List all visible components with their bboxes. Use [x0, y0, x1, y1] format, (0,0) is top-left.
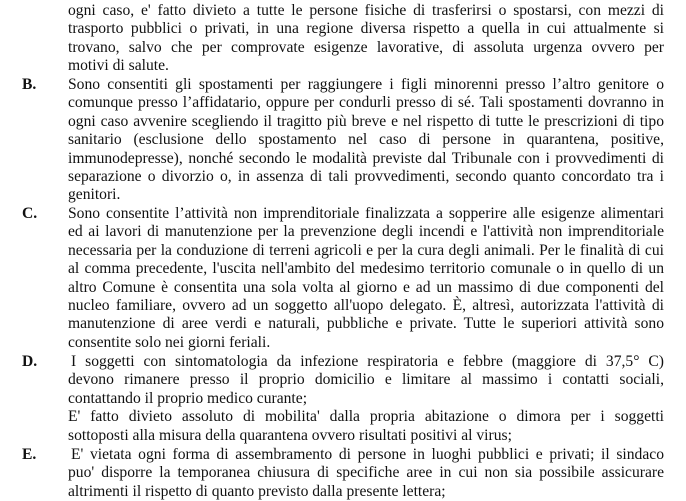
section-marker: B. [22, 76, 37, 93]
text-line: Sono consentiti gli spostamenti per raggiungere i figli minorenni presso l’altro genitore o [68, 76, 664, 93]
text-line: sottoposti alla misura della quarantena ovvero risultati positivi al virus; [68, 426, 512, 444]
text-line: consentite solo nei giorni feriali. [68, 333, 271, 351]
text-line: ogni caso, e' fatto divieto a tutte le persone fisiche di trasferirsi o spostarsi, con mezzi di [68, 2, 664, 19]
text-line: devono rimanere presso il proprio domicilio e limitare al massimo i contatti sociali, [68, 371, 664, 389]
text-line: nucleo familiare, ovvero ad un soggetto all'uopo delegato. È, altresì, autorizzata l'attività di [68, 297, 664, 314]
text-line: puo' disporre la temporanea chiusura di specifiche aree in cui non sia possibile assicurare [68, 464, 664, 482]
text-line: contattando il proprio medico curante; [68, 389, 308, 407]
section-marker: E. [22, 446, 37, 463]
text-line: necessaria per la conduzione di terreni agricoli e per la cura degli animali. Per le finalità di cui [68, 241, 664, 259]
text-line: manutenzione di aree verdi e naturali, pubbliche e private. Tutte le superiori attività sono [68, 315, 664, 333]
text-line: ed ai lavori di manutenzione per la prevenzione degli incendi e l'attività non imprenditoriale [68, 223, 664, 241]
text-line: trasporto pubblici o privati, in una regione diversa rispetto a quella in cui attualmente si [68, 20, 664, 38]
text-line: E' fatto divieto assoluto di mobilita' dalla propria abitazione o dimora per i soggetti [68, 408, 664, 426]
text-line: Sono consentite l’attività non imprenditoriale finalizzata a sopperire alle esigenze alimentari [68, 205, 664, 222]
text-line: I soggetti con sintomatologia da infezione respiratoria e febbre (maggiore di 37,5° C) [71, 353, 664, 370]
section-marker: C. [22, 205, 38, 222]
text-line: al comma precedente, l'uscita nell'ambito del medesimo territorio comunale o in quello di un [68, 260, 664, 278]
text-line: immunodepresse), nonché secondo le modalità previste dal Tribunale con i provvedimenti di [68, 149, 664, 167]
text-line: motivi di salute. [68, 57, 169, 75]
text-line: altro Comune è consentita una sola volta al giorno e ad un massimo di due componenti del [68, 278, 664, 296]
text-line: sanitario (esclusione dello spostamento nel caso di persone in quarantena, positive, [68, 131, 664, 149]
text-line: E' vietata ogni forma di assembramento di persone in luoghi pubblici e privati; il sindaco [71, 446, 664, 463]
text-line: comunque presso l’affidatario, oppure per condurli presso di sé. Tali spostamenti dovranno in [68, 94, 664, 112]
text-line: altrimenti il rispetto di quanto previsto dalla presente lettera; [68, 482, 446, 500]
text-line: ogni caso avvenire scegliendo il tragitto più breve e nel rispetto di tutte le prescrizioni di tipo [68, 112, 664, 130]
text-line: genitori. [68, 186, 121, 204]
text-line: trovano, salvo che per comprovate esigenze lavorative, di assoluta urgenza ovvero per [68, 38, 664, 56]
section-marker: D. [22, 353, 38, 370]
text-line: separazione o divorzio o, in assenza di tali provvedimenti, secondo quanto concordato tra i [68, 168, 664, 185]
